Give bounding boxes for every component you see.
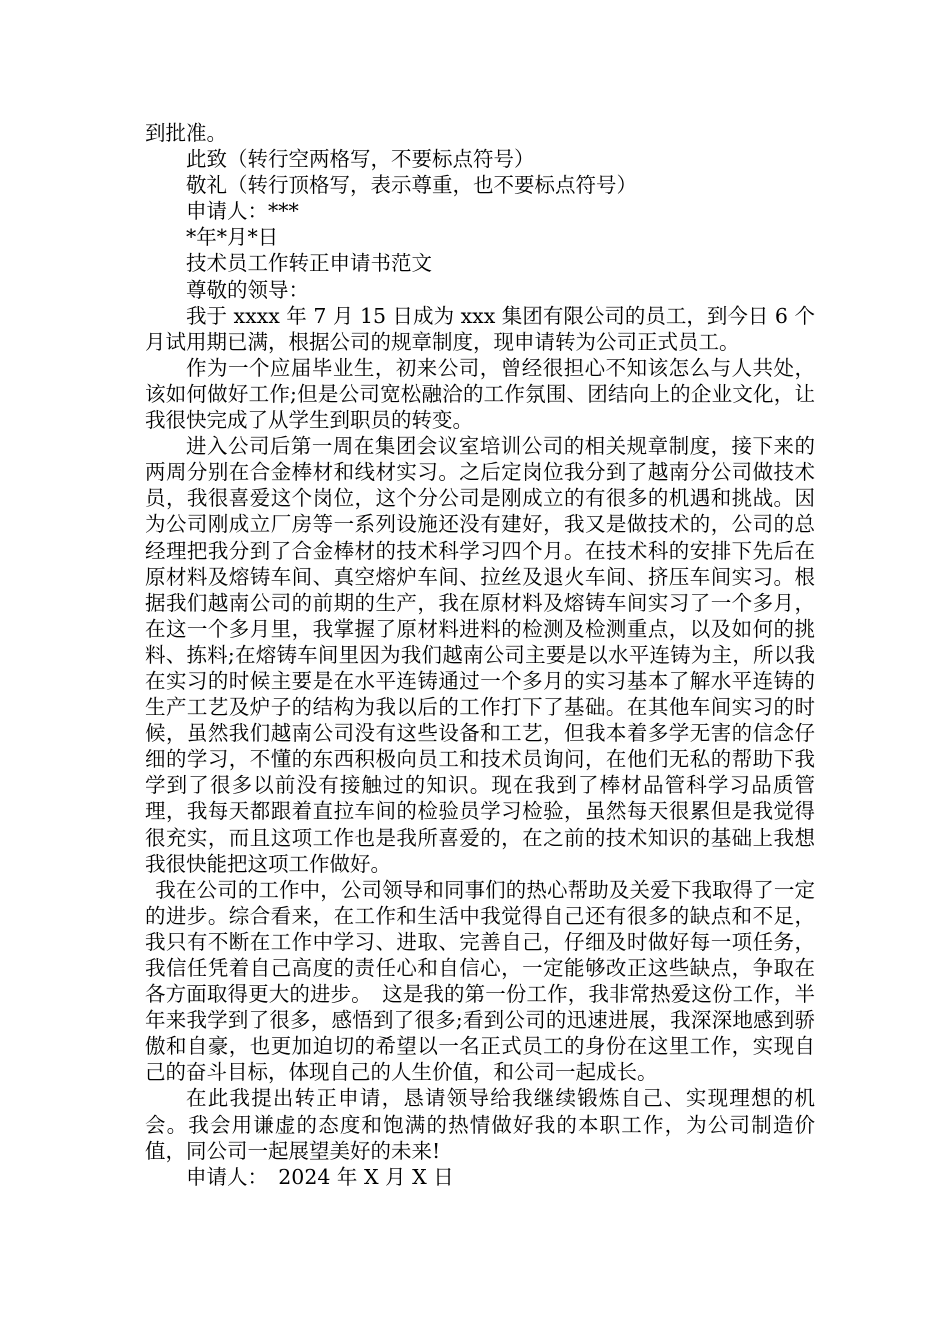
paragraph-progress: 我在公司的工作中，公司领导和同事们的热心帮助及关爱下我取得了一定的进步。综合看来，在工作和生活中我觉得自己还有很多的缺点和不足，我只有不断在工作中学习、进取、完善自己，仔细及时做好每一项任务，我信任凭着自己高度的责任心和自信心，一定能够改正这些缺点，争取在各方面取得更大的进步。 这是我的第一份工作，我非常热爱这份工作，半年来我学到了很多，感悟到了很多;看到公司的迅速进展，我深深地感到骄傲和自豪，也更加迫切的希望以一名正式员工的身份在这里工作，实现自己的奋斗目标，体现自己的人生价值，和公司一起成长。 <box>145 877 815 1085</box>
document-page <box>145 120 815 1190</box>
paragraph-request: 在此我提出转正申请，恳请领导给我继续锻炼自己、实现理想的机会。我会用谦虚的态度和饱满的热情做好我的本职工作，为公司制造价值，同公司一起展望美好的未来! <box>145 1086 815 1163</box>
closing-salutation: 此致（转行空两格写，不要标点符号） <box>186 147 535 172</box>
closing-respect: 敬礼（转行顶格写，表示尊重，也不要标点符号） <box>186 173 637 198</box>
signature-line: 申请人： 2024 年 X 月 X 日 <box>186 1164 454 1189</box>
paragraph-training: 进入公司后第一周在集团会议室培训公司的相关规章制度，接下来的两周分别在合金棒材和线材实习。之后定岗位我分到了越南分公司做技术员，我很喜爱这个岗位，这个分公司是刚成立的有很多的机遇和挑战。因为公司刚成立厂房等一系列设施还没有建好，我又是做技术的，公司的总经理把我分到了合金棒材的技术科学习四个月。在技术科的安排下先后在原材料及熔铸车间、真空熔炉车间、拉丝及退火车间、挤压车间实习。根据我们越南公司的前期的生产，我在原材料及熔铸车间实习了一个多月，在这一个多月里，我掌握了原材料进料的检测及检测重点，以及如何的挑料、拣料;在熔铸车间里因为我们越南公司主要是以水平连铸为主，所以我在实习的时候主要是在水平连铸通过一个多月的实习基本了解水平连铸的生产工艺及炉子的结构为我以后的工作打下了基础。在其他车间实习的时候，虽然我们越南公司没有这些设备和工艺，但我本着多学无害的信念仔细的学习，不懂的东西积极向员工和技术员询问，在他们无私的帮助下我学到了很多以前没有接触过的知识。现在我到了棒材品管科学习品质管理，我每天都跟着直拉车间的检验员学习检验，虽然每天很累但是我觉得很充实，而且这项工作也是我所喜爱的，在之前的技术知识的基础上我想我很快能把这项工作做好。 <box>145 434 815 876</box>
greeting: 尊敬的领导： <box>186 277 309 302</box>
date-line: *年*月*日 <box>186 225 279 250</box>
paragraph-intro: 我于 xxxx 年 7 月 15 日成为 xxx 集团有限公司的员工，到今日 6 个月试用期已满，根据公司的规章制度，现申请转为公司正式员工。 <box>145 303 815 354</box>
applicant-line: 申请人：*** <box>186 199 299 224</box>
document-title: 技术员工作转正申请书范文 <box>186 251 432 276</box>
continuation-line: 到批准。 <box>145 121 227 145</box>
paragraph-adaptation: 作为一个应届毕业生，初来公司，曾经很担心不知该怎么与人共处，该如何做好工作;但是公司宽松融洽的工作氛围、团结向上的企业文化，让我很快完成了从学生到职员的转变。 <box>145 355 815 433</box>
